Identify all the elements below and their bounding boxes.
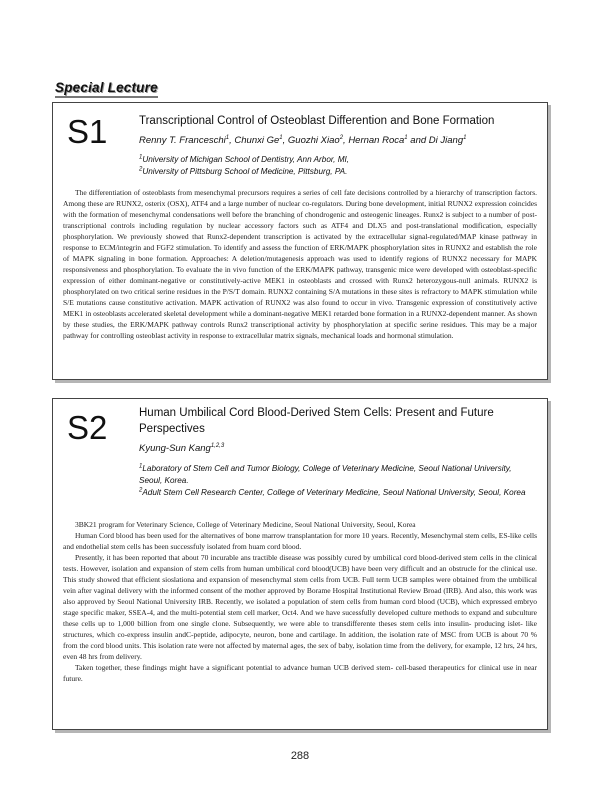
- abstract-body: [63, 187, 537, 341]
- abstract-title: Human Umbilical Cord Blood-Derived Stem Cells: Present and Future Perspectives: [139, 407, 494, 435]
- author-affiliation-mark: 1,2,3: [210, 442, 225, 449]
- abstract-paragraph: The differentiation of osteoblasts from mesenchymal precursors requires a series of cell fate decisions controlled by a hierarchy of transcription factors. Among these are RUNX2, osterix (OSX), ATF4 and a large number of nuclear co-regulators. During bone development, initial RUNX2 expression coincides with the formation of mesenchymal condensations well before the branching of chondrogenic and osteogenic lineages. Runx2 is subject to a number of post-transcriptional controls including regulation by nuclear accessory factors such as ATF4 and DLX5 and post-translational modification, especially phosphorylation. We previously showed that Runx2-dependent transcription is activated by the extracellular signal-regulated/MAP kinase pathway in response to ECM/integrin and FGF2 stimulation. To identify and assess the function of ERK/MAPK phosphorylation sites in RUNX2 and establish the role of MAPK signaling in bone formation. Approaches: A deletion/mutagenesis approach was used to identify regions of RUNX2 necessary for MAPK responsiveness and phosphorylation. To evaluate the in vivo function of the ERK/MAPK pathway, transgenic mice were developed with osteoblast-specific expression of either dominant-negative or constitutively-active MEK1 in osteoblasts and crossed with Runx2 heterozygous-null animals. RUNX2 is phosphorylated on two critical serine residues in the P/S/T domain. RUNX2 containing S/A mutations in these sites is refractory to MAPK stimulation while S/E mutations cause constitutive activation. MAPK activation of RUNX2 was also found to occur in vivo. Transgenic expression of constitutively active MEK1 in osteoblasts accelerated skeletal development while a dominant-negative MEK1 retarded bone formation in a RUNX2-dependent manner. As shown by these studies, the ERK/MAPK pathway controls Runx2 transcriptional activity by phosphorylation at specific serine residues. This may be a major pathway for controlling osteoblast activity in response to extracellular matrix signals, mechanical loads and hormonal stimulation.: [63, 188, 537, 340]
- section-header: Special Lecture: [55, 80, 158, 98]
- author-list: [139, 443, 537, 454]
- author-name: Kyung-Sun Kang: [139, 443, 211, 454]
- abstract-title: Transcriptional Control of Osteoblast Differention and Bone Formation: [139, 115, 495, 127]
- affiliation: $^1$University of Michigan School of Dentistry, Ann Arbor, MI,: [139, 154, 350, 164]
- affiliation: $^2$University of Pittsburg School of Medicine, Pittsburg, PA.: [139, 166, 348, 176]
- affiliations: [139, 463, 533, 499]
- session-number: S1: [67, 113, 108, 150]
- abstract-paragraph: Human Cord blood has been used for the alternatives of bone marrow transplantation for more 10 years. Recently, Mesenchymal stem cells, ES-like cells and endothelial stem cells has been successfuly isolated from huam cord blood.: [63, 531, 537, 551]
- author-affiliation-mark: 1: [404, 134, 408, 141]
- author-affiliation-mark: 1: [225, 134, 230, 141]
- abstract-paragraph: Taken together, these findings might have a significant potential to advance human UCB derived stem- cell-based therapeutics for clinical use in near future.: [63, 663, 537, 683]
- author-affiliation-mark: 2: [339, 134, 344, 141]
- author-list: Renny T. Franceschi$^1$, Chunxi Ge$^1$, Guozhi Xiao$^2$, Hernan Roca$^1$ and Di Jiang$^1$: [139, 134, 467, 146]
- abstract-box-s2: [52, 398, 548, 730]
- author-name: Guozhi Xiao: [287, 135, 340, 146]
- affiliation: $^2$Adult Stem Cell Research Center, College of Veterinary Medicine, Seoul National University, Seoul, Korea: [139, 487, 526, 497]
- author-affiliation-mark: 1: [463, 134, 467, 141]
- abstract-box-s1: [52, 102, 548, 380]
- author-name: Chunxi Ge: [234, 135, 280, 146]
- affiliations: [139, 154, 533, 178]
- author-name: Di Jiang: [428, 135, 464, 146]
- affiliation: $^1$Laboratory of Stem Cell and Tumor Biology, College of Veterinary Medicine, Seoul National University, Seoul, Korea.: [139, 463, 512, 485]
- abstract-body: [63, 519, 537, 684]
- author-name: Hernan Roca: [348, 135, 405, 146]
- author-affiliation-mark: 1: [279, 134, 283, 141]
- abstract-paragraph: Presently, it has been reported that about 70 incurable ans tractible disease was possibly cured by umbilical cord blood-derived stem cells in the clinical tests. However, isolation and expansion of stem cells from human umbilical cord blood(UCB) have been very difficult and an obstrucle for the clinical use. This study showed that efficient sioslationa and expansion of mesenchymal stem cells from UCB. Full term UCB samples were obtained from the umbilical vein after vaginal delivery with the informed consent of the mother approved by Borame Hospital Institutional Review Broad (IRB). And also, this work was also approved by Seoul National University IRB. Recently, we isolated a population of stem cells from human cord blood (UCB), which expressed embryo stage specific maker, SSEA-4, and the multi-potential stem cell marker, Oct4. And we have sucessfully developed culture methods to expand and subculture these cells up to 1,000 billion from one single clone. Subsequently, we were able to transdifferente theses stem cells into insulin- producing islet- like structures, which co-express insulin andC-peptide, adipocyte, neuron, bone and cartilage. In addition, the isolation rate of MSC from UCB is about 70 % from the cord blood units. This isolation rate were not affected by maternal ages, the sex of baby, isolation time from the delivery, for example, 12 hrs, 24 hrs, even 48 hrs from delivery.: [63, 553, 537, 661]
- page-number: 288: [290, 750, 310, 762]
- program-line: 3BK21 program for Veterinary Science, College of Veterinary Medicine, Seoul National University, Seoul, Korea: [75, 520, 416, 529]
- session-number: S2: [67, 409, 108, 446]
- author-name: Renny T. Franceschi: [139, 135, 226, 146]
